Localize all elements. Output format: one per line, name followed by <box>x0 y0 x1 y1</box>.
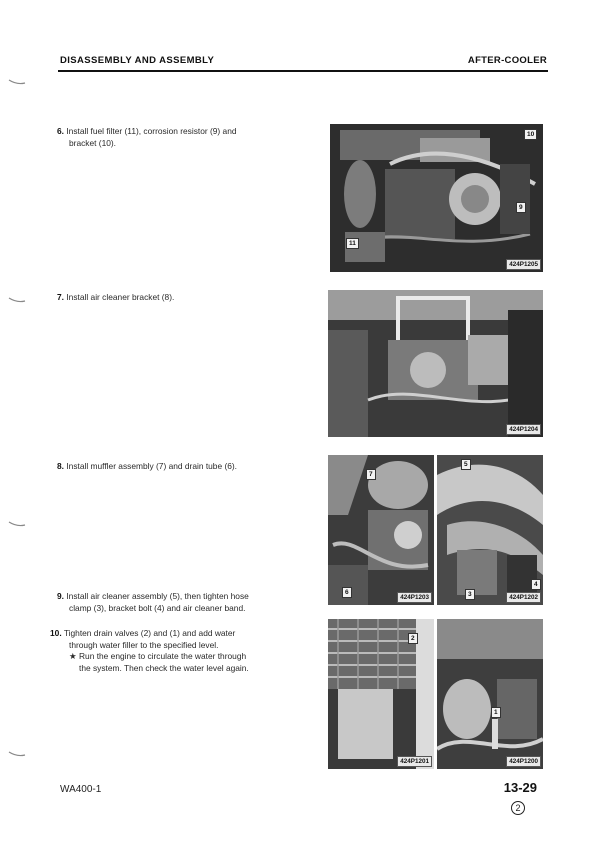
star-icon: ★ <box>69 651 77 661</box>
step-text-line: Install air cleaner assembly (5), then tighten hose <box>66 591 249 601</box>
step-text-line: Install fuel filter (11), corrosion resistor (9) and <box>66 126 237 136</box>
step-number: 8. <box>57 461 64 471</box>
photo-fuel-filter <box>330 124 543 272</box>
topic-title: AFTER-COOLER <box>467 55 547 66</box>
step-number: 6. <box>57 126 64 136</box>
photo-label: 424P1202 <box>506 592 541 603</box>
step-10 <box>50 628 300 674</box>
photo-label: 424P1205 <box>506 259 541 270</box>
callout-3: 3 <box>465 589 475 600</box>
margin-mark <box>8 296 26 304</box>
page-number: 13-29 <box>503 780 537 795</box>
photo-drain-valve-left <box>328 619 434 769</box>
step-6 <box>57 126 297 149</box>
step-7 <box>57 292 297 304</box>
model-number: WA400-1 <box>60 784 102 795</box>
margin-mark <box>8 78 26 86</box>
step-number: 9. <box>57 591 64 601</box>
step-text-line: Install muffler assembly (7) and drain tube (6). <box>66 461 238 471</box>
margin-mark <box>8 750 26 758</box>
photo-drain-valve-right <box>437 619 543 769</box>
step-number: 10. <box>50 628 62 638</box>
callout-1: 1 <box>491 707 501 718</box>
step-number: 7. <box>57 292 64 302</box>
step-text-line: bracket (10). <box>69 137 117 148</box>
note-text-line: Run the engine to circulate the water through <box>79 651 247 661</box>
callout-11: 11 <box>346 238 359 249</box>
photo-label: 424P1201 <box>397 756 432 767</box>
photo-label: 424P1203 <box>397 592 432 603</box>
section-title: DISASSEMBLY AND ASSEMBLY <box>60 55 215 66</box>
step-text-line: through water filler to the specified level. <box>69 639 219 650</box>
callout-5: 5 <box>461 459 471 470</box>
photo-muffler-assembly <box>328 455 434 605</box>
revision-mark: 2 <box>511 801 525 815</box>
callout-9: 9 <box>516 202 526 213</box>
photo-air-cleaner-bracket <box>328 290 543 437</box>
callout-4: 4 <box>531 579 541 590</box>
step-text-line: Tighten drain valves (2) and (1) and add water <box>63 628 236 638</box>
photo-label: 424P1204 <box>506 424 541 435</box>
callout-2: 2 <box>408 633 418 644</box>
header-rule <box>58 70 548 72</box>
callout-6: 6 <box>342 587 352 598</box>
margin-mark <box>8 520 26 528</box>
callout-7: 7 <box>366 469 376 480</box>
photo-air-cleaner-assembly <box>437 455 543 605</box>
step-8 <box>57 461 297 473</box>
step-text-line: clamp (3), bracket bolt (4) and air cleaner band. <box>69 602 246 613</box>
callout-10: 10 <box>524 129 537 140</box>
step-9 <box>57 591 297 614</box>
step-text-line: Install air cleaner bracket (8). <box>66 292 175 302</box>
step-note <box>50 651 300 674</box>
photo-label: 424P1200 <box>506 756 541 767</box>
note-text-line: the system. Then check the water level again. <box>79 662 249 673</box>
